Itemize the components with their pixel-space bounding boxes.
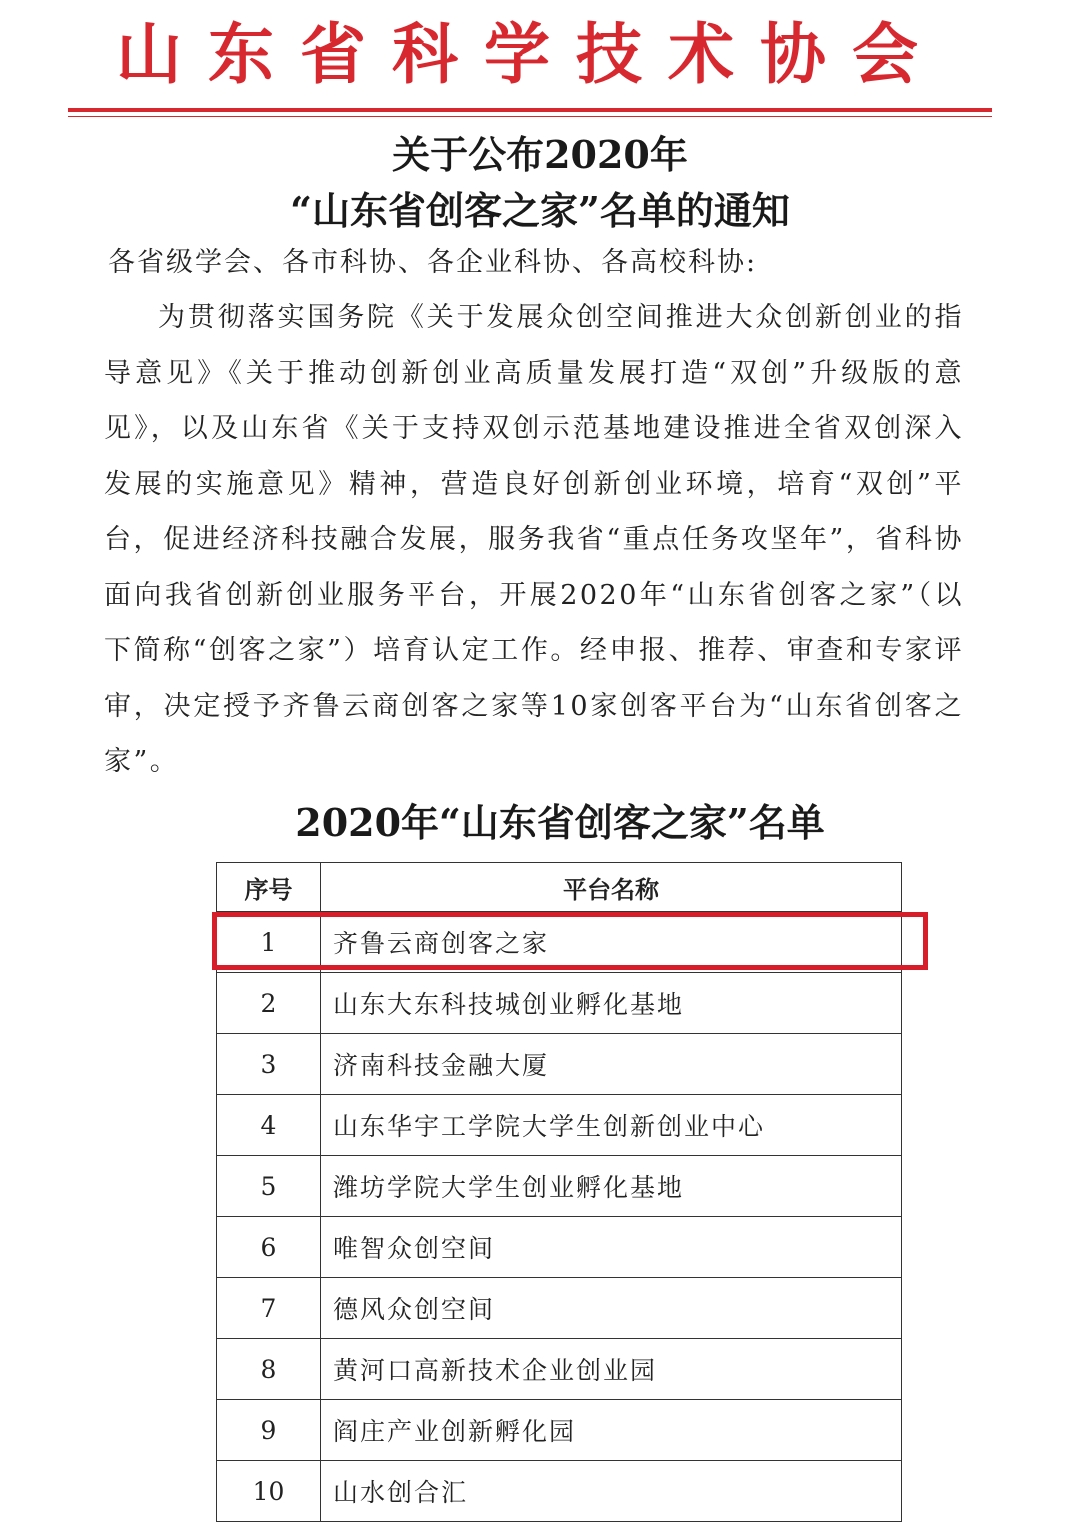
row-number: 2 bbox=[217, 973, 321, 1034]
platform-name: 潍坊学院大学生创业孵化基地 bbox=[321, 1156, 902, 1217]
organization-header: 山东省科学技术协会 bbox=[116, 15, 944, 93]
list-title: 2020年“山东省创客之家”名单 bbox=[295, 800, 825, 845]
row-number: 4 bbox=[217, 1095, 321, 1156]
row-number: 10 bbox=[217, 1461, 321, 1522]
platform-name: 唯智众创空间 bbox=[321, 1217, 902, 1278]
row-number: 3 bbox=[217, 1034, 321, 1095]
row-number: 5 bbox=[217, 1156, 321, 1217]
platform-name: 黄河口高新技术企业创业园 bbox=[321, 1339, 902, 1400]
row-number: 9 bbox=[217, 1400, 321, 1461]
table-row bbox=[217, 1217, 902, 1278]
document-title-line1: 关于公布2020年 bbox=[392, 132, 688, 177]
header-red-rule bbox=[68, 108, 992, 112]
platform-name: 阎庄产业创新孵化园 bbox=[321, 1400, 902, 1461]
header-red-rule-thin bbox=[68, 116, 992, 117]
platform-name: 山水创合汇 bbox=[321, 1461, 902, 1522]
row-number: 7 bbox=[217, 1278, 321, 1339]
body-paragraph: 为贯彻落实国务院《关于发展众创空间推进大众创新创业的指导意见》《关于推动创新创业高质量发展打造“双创”升级版的意见》，以及山东省《关于支持双创示范基地建设推进全省双创深入发展的实施意见》精神，营造良好创新创业环境，培育“双创”平台，促进经济科技融合发展，服务我省“重点任务攻坚年”，省科协面向我省创新创业服务平台，开展2020年“山东省创客之家”（以下简称“创客之家”）培育认定工作。经申报、推荐、审查和专家评审，决定授予齐鲁云商创客之家等10家创客平台为“山东省创客之家”。 bbox=[104, 302, 964, 777]
row-number: 6 bbox=[217, 1217, 321, 1278]
platform-name: 山东大东科技城创业孵化基地 bbox=[321, 973, 902, 1034]
header-platform-name: 平台名称 bbox=[321, 863, 902, 912]
platform-name: 德风众创空间 bbox=[321, 1278, 902, 1339]
salutation: 各省级学会、各市科协、各企业科协、各高校科协: bbox=[108, 247, 758, 278]
header-index: 序号 bbox=[217, 863, 321, 912]
table-row bbox=[217, 1339, 902, 1400]
table-row bbox=[217, 1095, 902, 1156]
table-row bbox=[217, 973, 902, 1034]
row-number: 8 bbox=[217, 1339, 321, 1400]
row-number: 1 bbox=[217, 912, 321, 973]
table-header-row bbox=[217, 863, 902, 912]
table-row bbox=[217, 1034, 902, 1095]
highlight-box bbox=[212, 912, 928, 970]
table-row bbox=[217, 1400, 902, 1461]
table-row bbox=[217, 1278, 902, 1339]
platform-name: 齐鲁云商创客之家 bbox=[321, 912, 902, 973]
table-row bbox=[217, 1156, 902, 1217]
document-title-line2: “山东省创客之家”名单的通知 bbox=[290, 188, 790, 233]
platform-name: 济南科技金融大厦 bbox=[321, 1034, 902, 1095]
table-row bbox=[217, 1461, 902, 1522]
platform-name: 山东华宇工学院大学生创新创业中心 bbox=[321, 1095, 902, 1156]
